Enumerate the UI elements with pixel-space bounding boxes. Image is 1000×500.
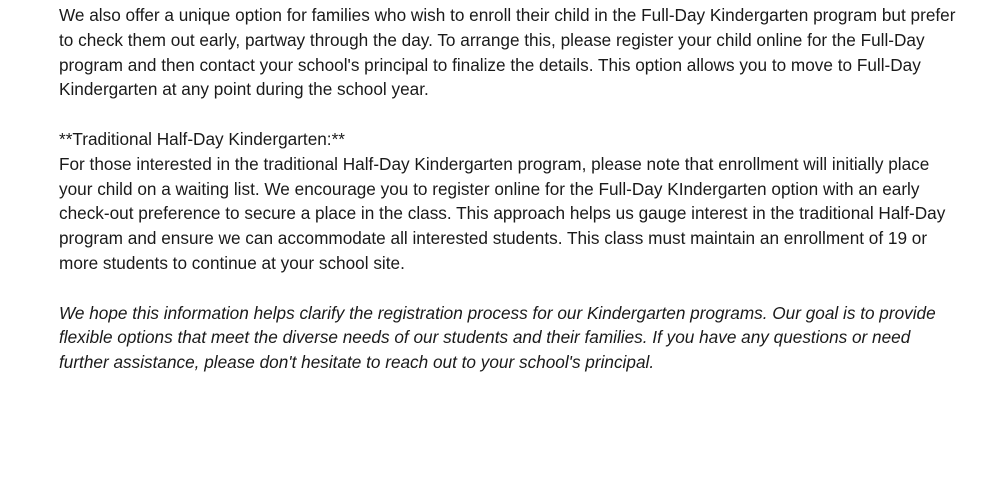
document-body	[59, 3, 959, 400]
half-day-heading: **Traditional Half-Day Kindergarten:**	[59, 128, 345, 149]
half-day-paragraph: For those interested in the traditional Half-Day Kindergarten program, please note that enrollment will initially place your child on a waiting list. We encourage you to register online for the Full-Day KIndergarten option with an early check-out preference to secure a place in the class. This approach helps us gauge interest in the traditional Half-Day program and ensure we can accommodate all interested students. This class must maintain an enrollment of 19 or more students to continue at your school site.	[59, 153, 946, 273]
closing-paragraph: We hope this information helps clarify the registration process for our Kindergarten programs. Our goal is to provide flexible options that meet the diverse needs of our students and their families. If you have any questions or need further assistance, please don't hesitate to reach out to your school's principal.	[59, 302, 936, 373]
early-checkout-paragraph: We also offer a unique option for families who wish to enroll their child in the Full-Day Kindergarten program but prefer to check them out early, partway through the day. To arrange this, please register your child online for the Full-Day program and then contact your school's principal to finalize the details. This option allows you to move to Full-Day Kindergarten at any point during the school year.	[59, 5, 956, 100]
